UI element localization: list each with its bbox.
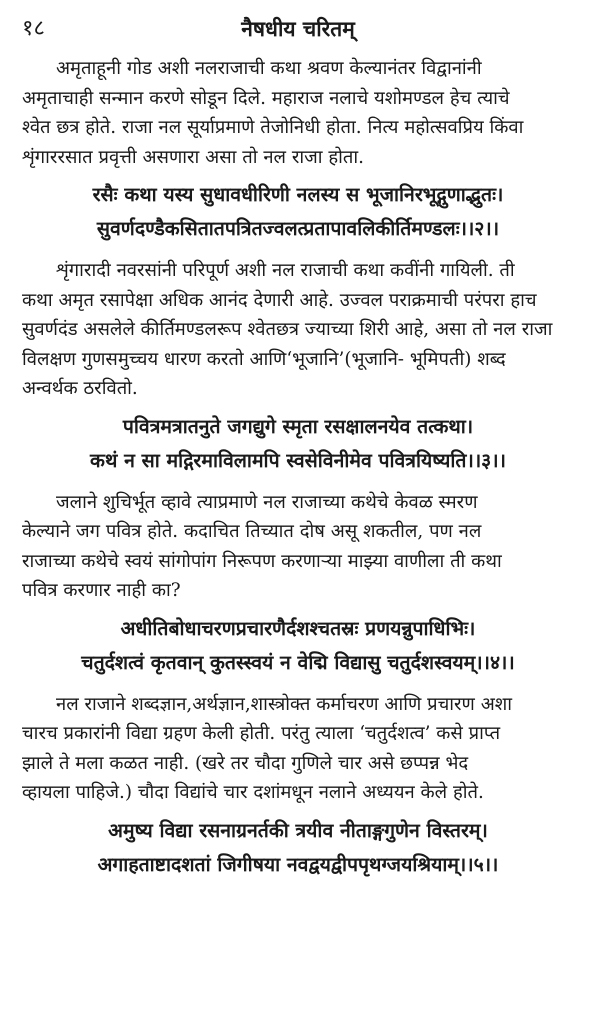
text-line: जलाने शुचिर्भूत व्हावे त्याप्रमाणे नल राजाच्या कथेचे केवळ स्मरण (56, 491, 478, 513)
text-line: अमृताहूनी गोड अशी नलराजाची कथा श्रवण केल्यानंतर विद्वानांनी (56, 58, 482, 79)
verse-line: कथं न सा मद्गिरमाविलामपि स्वसेविनीमेव पवित्रयिष्यति।।३।। (90, 448, 506, 472)
verse-2 (22, 178, 574, 246)
text-line: विलक्षण गुणसमुच्चय धारण करतो आणि‘भूजानि’(भूजानि- भूमिपती) शब्द (22, 348, 506, 370)
verse-line: सुवर्णदण्डैकसितातपत्रितज्वलत्प्रतापावलिकीर्तिमण्डलः।।२।। (96, 217, 500, 240)
text-line: अमृताचाही सन्मान करणे सोडून दिले. महाराज नलाचे यशोमण्डल हेच त्याचे (22, 87, 510, 109)
page-number: १८ (22, 16, 45, 41)
commentary-paragraph-4 (22, 690, 574, 808)
verse-line: रसैः कथा यस्य सुधावधीरिणी नलस्य स भूजानिरभूद्गुणाद्भुतः। (92, 183, 504, 206)
verse-line: अधीतिबोधाचरणप्रचारणैर्दशश्चतस्रः प्रणयन्नुपाधिभिः। (120, 616, 476, 640)
commentary-paragraph-1 (22, 54, 574, 172)
text-line: कथा अमृत रसापेक्षा अधिक आनंद देणारी आहे. उज्वल पराक्रमाची परंपरा हाच (22, 289, 537, 311)
text-line: सुवर्णदंड असलेले कीर्तिमण्डलरूप श्वेतछत्र ज्याच्या शिरी आहे, असा तो नल राजा (22, 319, 553, 340)
text-line: चारच प्रकारांनी विद्या ग्रहण केली होती. परंतु त्याला ‘चतुर्दशत्व’ कसे प्राप्त (22, 723, 501, 744)
text-line: राजाच्या कथेचे स्वयं सांगोपांग निरूपण करणाऱ्या माझ्या वाणीला ती कथा (22, 550, 502, 572)
text-line: शृंगाररसात प्रवृत्ती असणारा असा तो नल राजा होता. (22, 146, 365, 168)
text-line: झाले ते मला कळत नाही. (खरे तर चौदा गुणिले चार असे छप्पन्न भेद (22, 752, 469, 774)
verse-line: चतुर्दशत्वं कृतवान् कुतस्स्वयं न वेद्मि विद्यासु चतुर्दशस्वयम्।।४।। (81, 650, 515, 674)
text-line: पवित्र करणार नाही का? (22, 580, 181, 601)
verse-4 (22, 612, 574, 680)
page-header (22, 14, 574, 48)
text-line: व्हायला पाहिजे.) चौदा विद्यांचे चार दशांमधून नलाने अध्ययन केले होते. (22, 782, 484, 803)
verse-5 (22, 814, 574, 882)
text-line: नल राजाने शब्दज्ञान,अर्थज्ञान,शास्त्रोक्त कर्माचरण आणि प्रचारण अशा (56, 693, 513, 715)
verse-line: अगाहताष्टादशतां जिगीषया नवद्वयद्वीपपृथग्जयश्रियाम्।।५।। (97, 852, 499, 876)
commentary-paragraph-3 (22, 488, 574, 606)
verse-3 (22, 410, 574, 478)
text-line: अन्वर्थक ठरवितो. (22, 378, 138, 399)
running-title: नैषधीय चरितम् (241, 16, 355, 41)
text-line: केल्याने जग पवित्र होते. कदाचित तिच्यात दोष असू शकतील, पण नल (22, 521, 482, 542)
verse-line: अमुष्य विद्या रसनाग्रनर्तकी त्रयीव नीताङ्गगुणेन विस्तरम्। (108, 818, 488, 842)
text-line: शृंगारादी नवरसांनी परिपूर्ण अशी नल राजाची कथा कवींनी गायिली. ती (56, 260, 515, 281)
commentary-paragraph-2 (22, 256, 574, 404)
text-line: श्वेत छत्र होते. राजा नल सूर्याप्रमाणे तेजोनिधी होता. नित्य महोत्सवप्रिय किंवा (22, 117, 524, 138)
verse-line: पवित्रमत्रातनुते जगद्युगे स्मृता रसक्षालनयेव तत्कथा। (122, 414, 474, 438)
